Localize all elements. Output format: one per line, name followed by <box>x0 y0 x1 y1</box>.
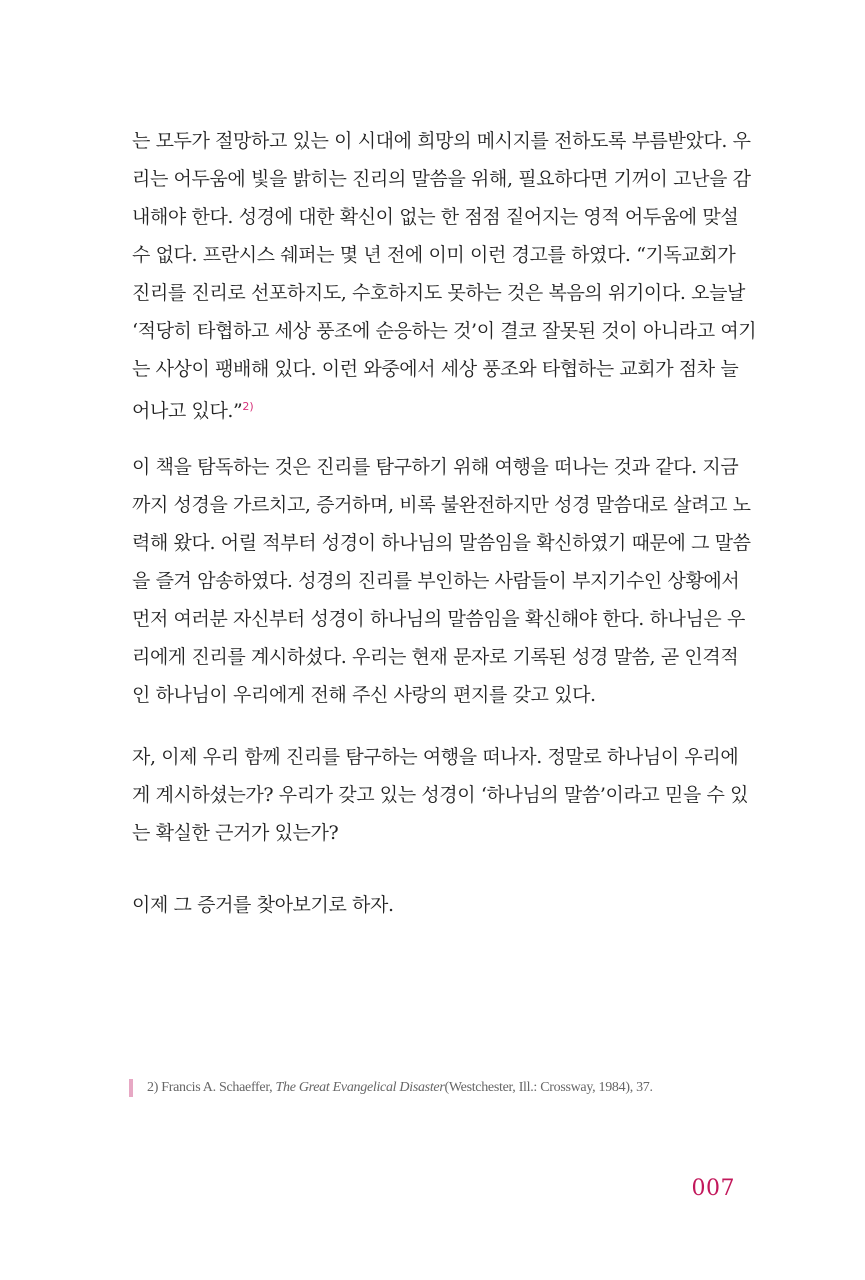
footnote-prefix: 2) Francis A. Schaeffer, <box>147 1080 276 1095</box>
text-line: 진리를 진리로 선포하지도, 수호하지도 못하는 것은 복음의 위기이다. 오늘날 <box>132 282 745 304</box>
text-line: 게 계시하셨는가? 우리가 갖고 있는 성경이 ‘하나님의 말씀’이라고 믿을 수 있 <box>132 784 749 806</box>
footnote-marker-bar <box>129 1079 133 1097</box>
text-line: 내해야 한다. 성경에 대한 확신이 없는 한 점점 짙어지는 영적 어두움에 맞설 <box>132 206 739 228</box>
footnote-text <box>147 1080 653 1096</box>
text-line: 이제 그 증거를 찾아보기로 하자. <box>132 894 394 916</box>
text-line: ‘적당히 타협하고 세상 풍조에 순응하는 것’이 결코 잘못된 것이 아니라고 여기 <box>132 320 757 342</box>
text-line: 인 하나님이 우리에게 전해 주신 사랑의 편지를 갖고 있다. <box>132 684 596 706</box>
text-line: 까지 성경을 가르치고, 증거하며, 비록 불완전하지만 성경 말씀대로 살려고 노 <box>132 494 751 516</box>
text-line: 리에게 진리를 계시하셨다. 우리는 현재 문자로 기록된 성경 말씀, 곧 인격적 <box>132 646 739 668</box>
text-line: 력해 왔다. 어릴 적부터 성경이 하나님의 말씀임을 확신하였기 때문에 그 말씀 <box>132 532 751 554</box>
footnote-book-title: The Great Evangelical Disaster <box>275 1080 445 1095</box>
text-line: 는 모두가 절망하고 있는 이 시대에 희망의 메시지를 전하도록 부름받았다. 우 <box>132 130 751 152</box>
text-line: 이 책을 탐독하는 것은 진리를 탐구하기 위해 여행을 떠나는 것과 같다. 지금 <box>132 456 739 478</box>
footnote-reference[interactable]: 2) <box>242 400 254 413</box>
paragraph-2 <box>132 448 751 714</box>
paragraph-3 <box>132 738 749 852</box>
text-line-with-ref <box>132 388 735 426</box>
text-line: 을 즐겨 암송하였다. 성경의 진리를 부인하는 사람들이 부지기수인 상황에서 <box>132 570 740 592</box>
text-line: 먼저 여러분 자신부터 성경이 하나님의 말씀임을 확신해야 한다. 하나님은 우 <box>132 608 745 630</box>
text-line: 수 없다. 프란시스 쉐퍼는 몇 년 전에 이미 이런 경고를 하였다. “기독교회가 <box>132 244 736 266</box>
text-line: 자, 이제 우리 함께 진리를 탐구하는 여행을 떠나자. 정말로 하나님이 우리에 <box>132 746 739 768</box>
text-line: 는 사상이 팽배해 있다. 이런 와중에서 세상 풍조와 타협하는 교회가 점차 늘 <box>132 358 739 380</box>
page-number: 007 <box>691 1176 735 1201</box>
paragraph-4 <box>132 886 735 924</box>
footnote-suffix: (Westchester, Ill.: Crossway, 1984), 37. <box>444 1080 653 1095</box>
text-line: 리는 어두움에 빛을 밝히는 진리의 말씀을 위해, 필요하다면 기꺼이 고난을 감 <box>132 168 751 190</box>
text-line: 어나고 있다.” <box>132 400 243 422</box>
footnote <box>129 1075 749 1101</box>
paragraph-1 <box>132 122 757 426</box>
text-line: 는 확실한 근거가 있는가? <box>132 822 339 844</box>
